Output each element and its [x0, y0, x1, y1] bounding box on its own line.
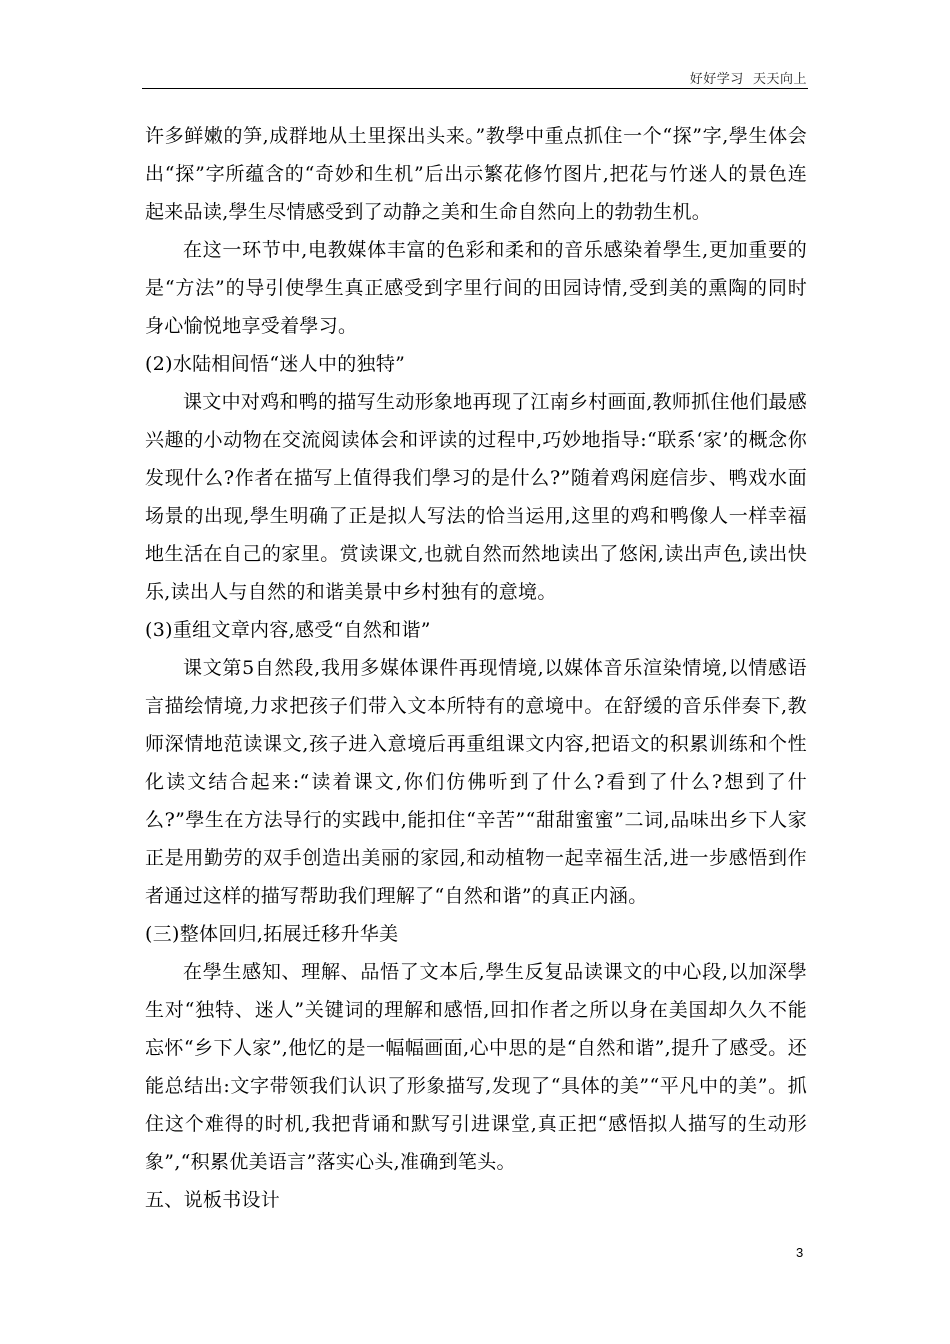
section-heading-five: 五、说板书设计: [145, 1189, 281, 1211]
paragraph-restructure: 课文第5自然段,我用多媒体课件再现情境,以媒体音乐渲染情境,以情感语言描绘情境,力求把孩子们带入文本所特有的意境中。在舒缓的音乐伴奏下,教师深情地范读课文,孩子进入意境后再重组课文内容,把语文的积累训练和个性化读文结合起来:“读着课文,你们仿佛听到了什么?看到了什么?想到了什么?”學生在方法导行的实践中,能扣住“辛苦”“甜甜蜜蜜”二词,品味出乡下人家正是用勤劳的双手创造出美丽的家园,和动植物一起幸福生活,进一步感悟到作者通过这样的描写帮助我们理解了“自然和谐”的真正内涵。: [145, 657, 807, 907]
paragraph-summary: 在學生感知、理解、品悟了文本后,學生反复品读课文的中心段,以加深學生对“独特、迷人”关键词的理解和感悟,回扣作者之所以身在美国却久久不能忘怀“乡下人家”,他忆的是一幅幅画面,心中思的是“自然和谐”,提升了感受。还能总结出:文字带领我们认识了形象描写,发现了“具体的美”“平凡中的美”。抓住这个难得的时机,我把背诵和默写引进课堂,真正把“感悟拟人描写的生动形象”,“积累优美语言”落实心头,准确到笔头。: [145, 961, 807, 1173]
paragraph-continued: 许多鲜嫩的笋,成群地从土里探出头来。”教學中重点抓住一个“探”字,學生体会出“探”字所蕴含的“奇妙和生机”后出示繁花修竹图片,把花与竹迷人的景色连起来品读,學生尽情感受到了动静之美和生命自然向上的勃勃生机。: [145, 125, 807, 223]
document-body: [145, 117, 807, 1219]
running-header: 好好学习 天天向上: [689, 72, 807, 87]
section-heading-3: (3)重组文章内容,感受“自然和谐”: [145, 619, 431, 641]
section-heading-three: (三)整体回归,拓展迁移升华美: [145, 923, 399, 945]
paragraph-media-effect: 在这一环节中,电教媒体丰富的色彩和柔和的音乐感染着學生,更加重要的是“方法”的导引使學生真正感受到字里行间的田园诗情,受到美的熏陶的同时身心愉悦地享受着學习。: [145, 239, 807, 337]
page-number: 3: [796, 1245, 804, 1260]
paragraph-chicken-duck: 课文中对鸡和鸭的描写生动形象地再现了江南乡村画面,教师抓住他们最感兴趣的小动物在交流阅读体会和评读的过程中,巧妙地指导:“联系‘家’的概念你发现什么?作者在描写上值得我们學习的是什么?”随着鸡闲庭信步、鸭戏水面场景的出现,學生明确了正是拟人写法的恰当运用,这里的鸡和鸭像人一样幸福地生活在自己的家里。赏读课文,也就自然而然地读出了悠闲,读出声色,读出快乐,读出人与自然的和谐美景中乡村独有的意境。: [145, 391, 807, 603]
section-heading-2: (2)水陆相间悟“迷人中的独特”: [145, 353, 406, 375]
header-divider: [142, 88, 808, 89]
